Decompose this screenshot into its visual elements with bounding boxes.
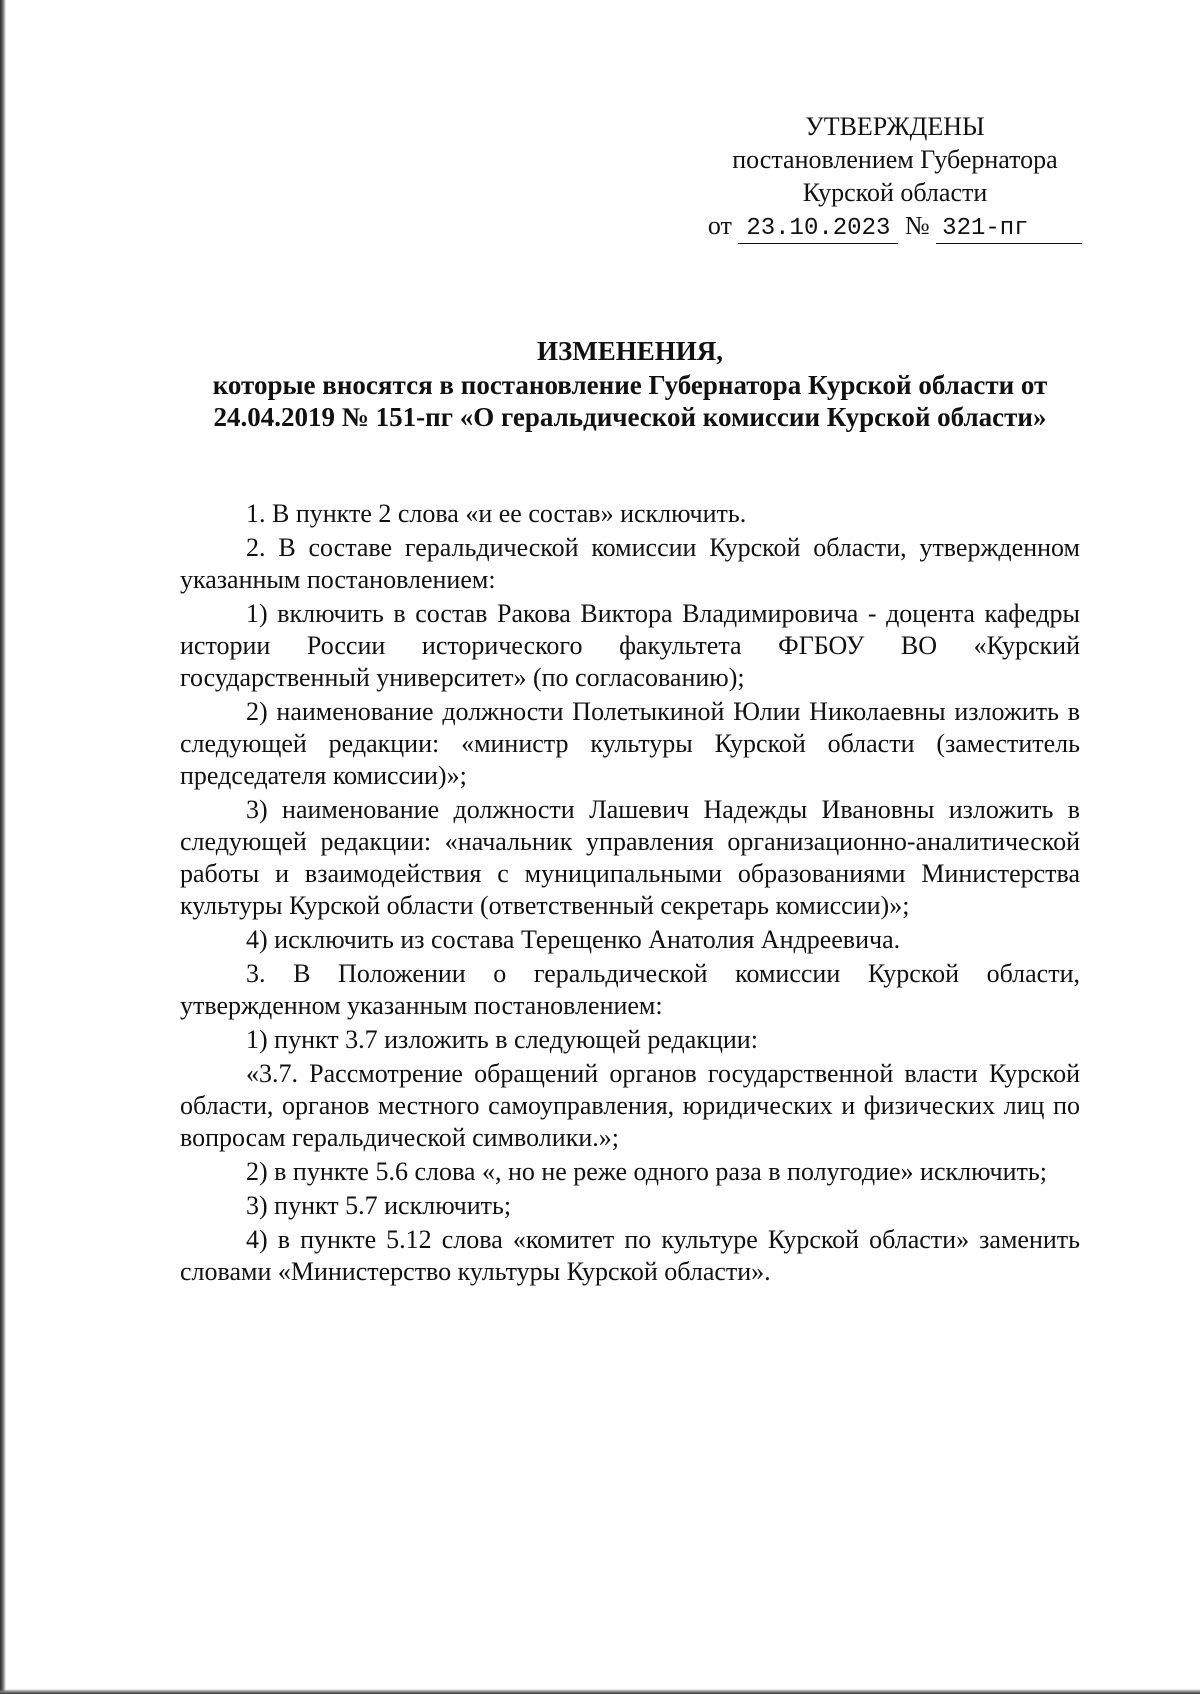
paragraph: 1) включить в состав Ракова Виктора Владимировича - доцента кафедры истории России исторического факультета ФГБОУ ВО «Курский государственный университет» (по согласованию); (180, 599, 1080, 692)
approval-number: 321-пг (936, 215, 1082, 244)
document-body (180, 498, 1080, 1290)
number-prefix: № (904, 211, 930, 240)
paragraph: 2. В составе геральдической комиссии Курской области, утвержденном указанным постановлением: (180, 533, 1080, 594)
approval-line-1: УТВЕРЖДЕНЫ (805, 112, 985, 141)
approval-line-3: Курской области (802, 178, 988, 207)
document-heading (180, 335, 1080, 433)
paragraph: «3.7. Рассмотрение обращений органов государственной власти Курской области, органов местного самоуправления, юридических и физических лиц по вопросам геральдической символики.»; (180, 1059, 1080, 1152)
scan-edge-bottom (0, 1689, 1200, 1694)
approval-date-line (705, 209, 1085, 244)
document-subtitle: которые вносятся в постановление Губернатора Курской области от 24.04.2019 № 151-пг «О геральдической комиссии Курской области» (212, 370, 1048, 432)
paragraph: 3) наименование должности Лашевич Надежды Ивановны изложить в следующей редакции: «начальник управления организационно-аналитической работы и взаимодействия с муниципальными образованиями Министерства культуры Курской области (ответственный секретарь комиссии)»; (180, 795, 1080, 920)
paragraph: 2) в пункте 5.6 слова «, но не реже одного раза в полугодие» исключить; (246, 1157, 1047, 1186)
scan-edge-left (0, 0, 6, 1694)
approval-line-2: постановлением Губернатора (732, 145, 1058, 174)
date-prefix: от (707, 211, 732, 240)
paragraph: 3. В Положении о геральдической комиссии Курской области, утвержденном указанным постановлением: (180, 959, 1080, 1020)
approval-date: 23.10.2023 (738, 215, 898, 244)
paragraph: 1. В пункте 2 слова «и ее состав» исключить. (246, 499, 747, 528)
paragraph: 4) исключить из состава Терещенко Анатолия Андреевича. (246, 925, 901, 954)
document-title: ИЗМЕНЕНИЯ, (536, 336, 723, 366)
paragraph: 4) в пункте 5.12 слова «комитет по культуре Курской области» заменить словами «Министерство культуры Курской области». (180, 1225, 1080, 1286)
approval-stamp (705, 110, 1085, 244)
paragraph: 1) пункт 3.7 изложить в следующей редакции: (246, 1025, 758, 1054)
paragraph: 3) пункт 5.7 исключить; (246, 1191, 512, 1220)
paragraph: 2) наименование должности Полетыкиной Юлии Николаевны изложить в следующей редакции: «министр культуры Курской области (заместитель председателя комиссии)»; (180, 697, 1080, 790)
